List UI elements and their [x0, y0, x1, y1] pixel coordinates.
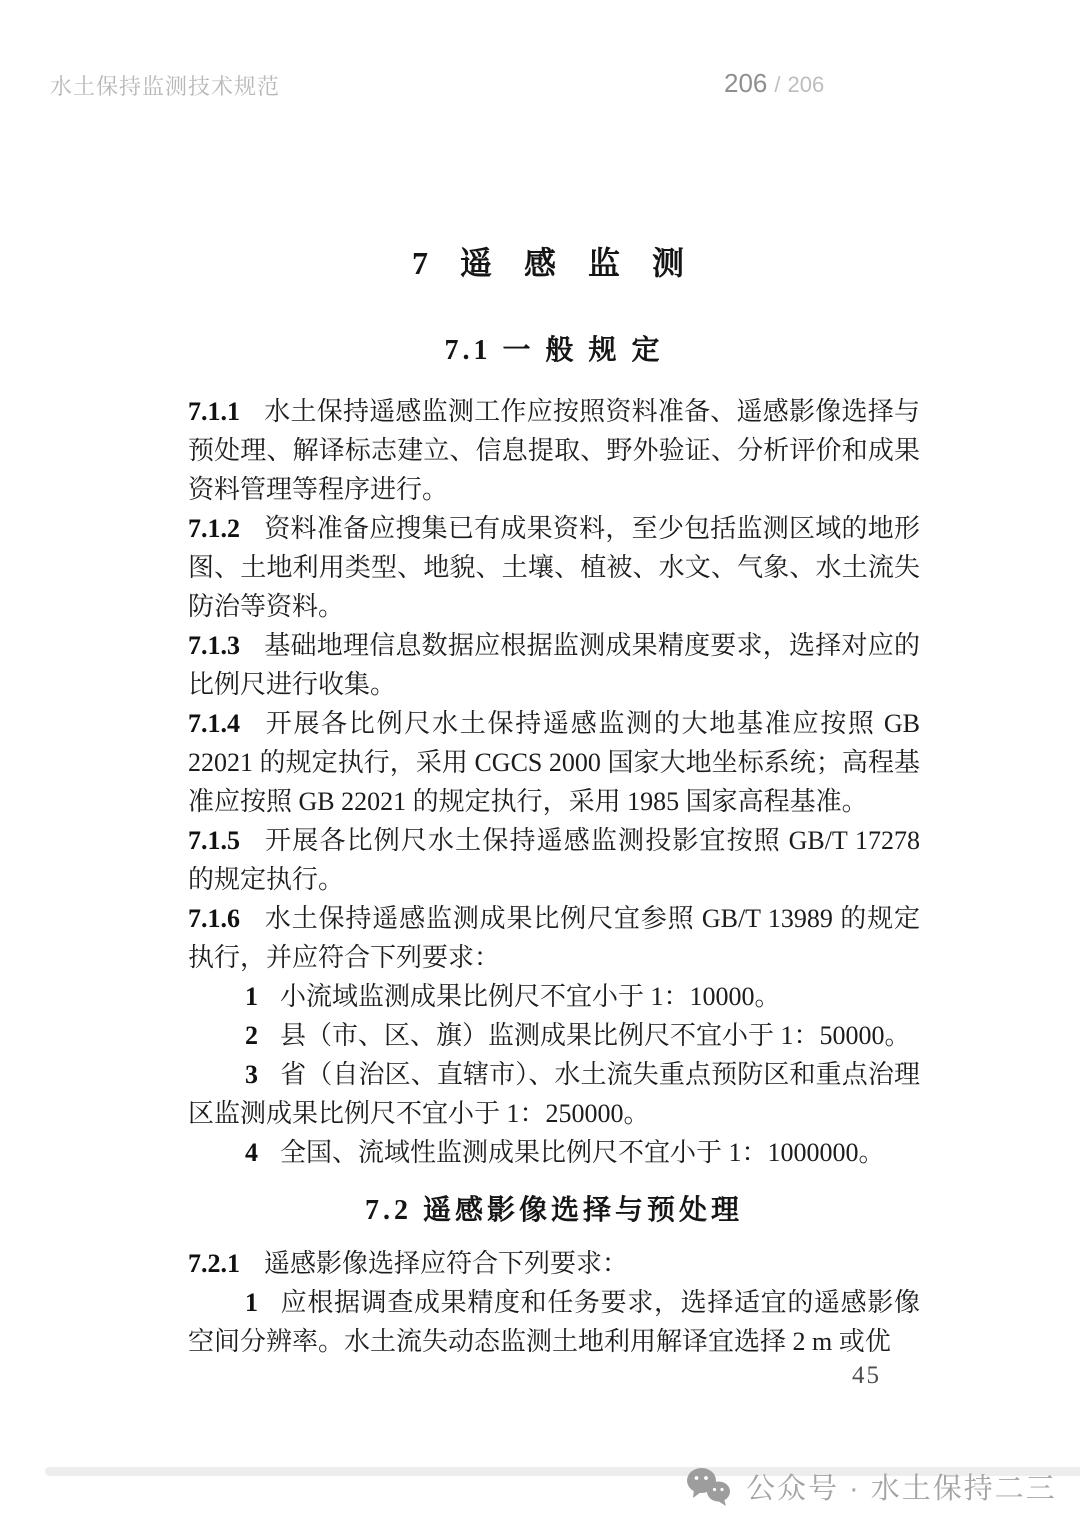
- clause-number: 7.1.6: [188, 904, 240, 933]
- item-number: 4: [245, 1138, 258, 1167]
- list-item-7-2-1-1: [188, 1283, 920, 1361]
- clause-number: 7.1.1: [188, 397, 240, 426]
- clause-text: 基础地理信息数据应根据监测成果精度要求，选择对应的比例尺进行收集。: [188, 631, 920, 699]
- item-text: 县（市、区、旗）监测成果比例尺不宜小于 1：50000。: [280, 1021, 911, 1050]
- item-number: 3: [245, 1060, 258, 1089]
- clause-text: 开展各比例尺水土保持遥感监测的大地基准应按照 GB 22021 的规定执行，采用 CGCS 2000 国家大地坐标系统；高程基准应按照 GB 22021 的规定执行，采用 1985 国家高程基准。: [188, 709, 920, 816]
- item-text: 小流域监测成果比例尺不宜小于 1：10000。: [280, 982, 781, 1011]
- document-title: 水土保持监测技术规范: [50, 74, 281, 99]
- page-footer-number: 45: [852, 1362, 881, 1389]
- viewer-header: [0, 0, 1080, 110]
- wechat-watermark: [686, 1466, 1057, 1507]
- item-number: 1: [245, 982, 258, 1011]
- clause-text: 遥感影像选择应符合下列要求：: [264, 1249, 629, 1278]
- list-item-7-1-6-4: [188, 1133, 920, 1172]
- item-text: 省（自治区、直辖市）、水土流失重点预防区和重点治理区监测成果比例尺不宜小于 1：250000。: [188, 1060, 920, 1128]
- clause-7-1-3: [188, 626, 920, 704]
- current-page-number: 206: [724, 68, 768, 98]
- list-item-7-1-6-3: [188, 1055, 920, 1133]
- watermark-text: 公众号 · 水土保持二三: [746, 1473, 1057, 1505]
- page-indicator: [724, 68, 824, 99]
- section-7-2-heading: 7.2 遥感影像选择与预处理: [364, 1195, 743, 1226]
- section-7-1-heading: 7.1 一 般 规 定: [444, 335, 664, 366]
- list-item-7-1-6-1: [188, 977, 920, 1016]
- page-separator: /: [774, 72, 781, 97]
- wechat-icon: [686, 1467, 732, 1507]
- clause-7-1-2: [188, 509, 920, 626]
- document-page: [188, 238, 920, 1361]
- clause-text: 水土保持遥感监测工作应按照资料准备、遥感影像选择与预处理、解译标志建立、信息提取、野外验证、分析评价和成果资料管理等程序进行。: [188, 397, 920, 504]
- clause-number: 7.1.2: [188, 514, 240, 543]
- clause-number: 7.1.3: [188, 631, 240, 660]
- total-page-count: 206: [787, 72, 825, 97]
- list-item-7-1-6-2: [188, 1016, 920, 1055]
- item-number: 2: [245, 1021, 258, 1050]
- clause-7-2-1: [188, 1244, 920, 1283]
- item-text: 全国、流域性监测成果比例尺不宜小于 1：1000000。: [280, 1138, 885, 1167]
- clause-number: 7.2.1: [188, 1249, 240, 1278]
- clause-7-1-4: [188, 704, 920, 821]
- chapter-heading: 7 遥 感 监 测: [411, 245, 696, 281]
- item-number: 1: [245, 1288, 258, 1317]
- clause-7-1-6: [188, 899, 920, 977]
- clause-number: 7.1.5: [188, 826, 240, 855]
- item-text: 应根据调查成果精度和任务要求，选择适宜的遥感影像空间分辨率。水土流失动态监测土地利用解译宜选择 2 m 或优: [188, 1288, 920, 1356]
- clause-number: 7.1.4: [188, 709, 240, 738]
- clause-7-1-5: [188, 821, 920, 899]
- clause-7-1-1: [188, 392, 920, 509]
- clause-text: 水土保持遥感监测成果比例尺宜参照 GB/T 13989 的规定执行，并应符合下列要求：: [188, 904, 920, 972]
- clause-text: 资料准备应搜集已有成果资料，至少包括监测区域的地形图、土地利用类型、地貌、土壤、植被、水文、气象、水土流失防治等资料。: [188, 514, 920, 621]
- clause-text: 开展各比例尺水土保持遥感监测投影宜按照 GB/T 17278 的规定执行。: [188, 826, 920, 894]
